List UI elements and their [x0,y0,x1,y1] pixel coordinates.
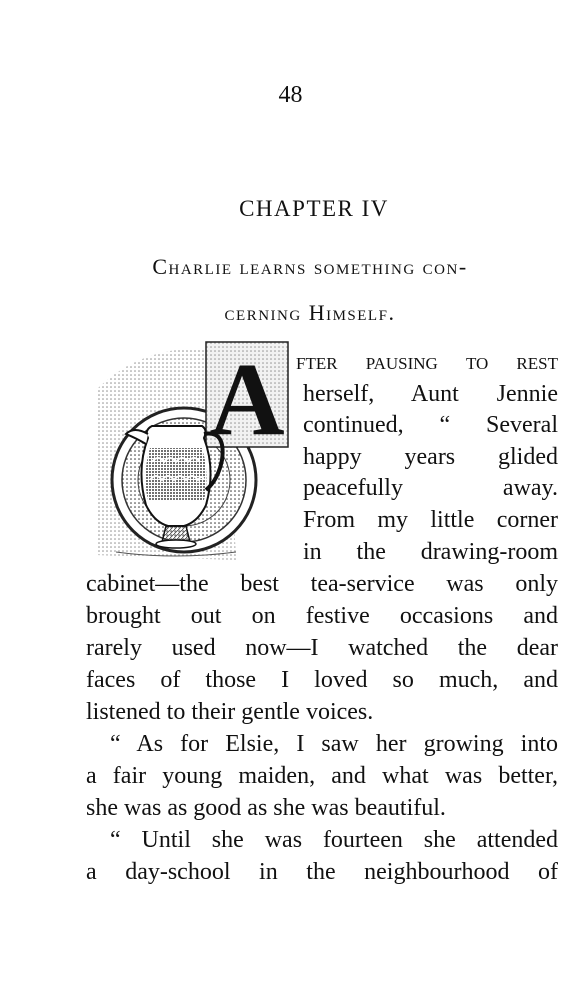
body-line: a fair young maiden, and what was better, [86,763,558,789]
body-line: rarely used now—I watched the dear [86,635,558,661]
body-line: faces of those I loved so much, and [86,667,558,693]
body-line: happy years glided [303,444,558,470]
body-line: herself, Aunt Jennie [303,381,558,407]
body-line: peacefully away. [303,475,558,501]
body-line: From my little corner [303,507,558,533]
body-line: a day-school in the neighbourhood of [86,859,558,885]
chapter-title-line-1: Charlie learns something con- [152,254,468,279]
body-line: “ Until she was fourteen she attended [110,827,558,853]
body-line [296,346,558,378]
chapter-heading: CHAPTER IV [239,196,389,221]
body-line: brought out on festive occasions and [86,603,558,629]
drop-cap-illustration [86,330,298,566]
body-line: continued, “ Several [303,412,558,438]
body-line: she was as good as she was beautiful. [86,795,446,821]
drop-cap-letter: A [209,342,285,457]
body-line-text: fter pausing to rest [296,349,558,375]
chapter-title-line-2: cerning Himself. [224,300,396,325]
page-number: 48 [278,82,303,108]
chapter-title [80,244,540,336]
body-line: listened to their gentle voices. [86,699,374,725]
body-line: cabinet—the best tea-service was only [86,571,558,597]
jug-on-plate-illustration-icon [86,330,298,566]
body-line: “ As for Elsie, I saw her growing into [110,731,558,757]
body-line: in the drawing-room [303,539,558,565]
